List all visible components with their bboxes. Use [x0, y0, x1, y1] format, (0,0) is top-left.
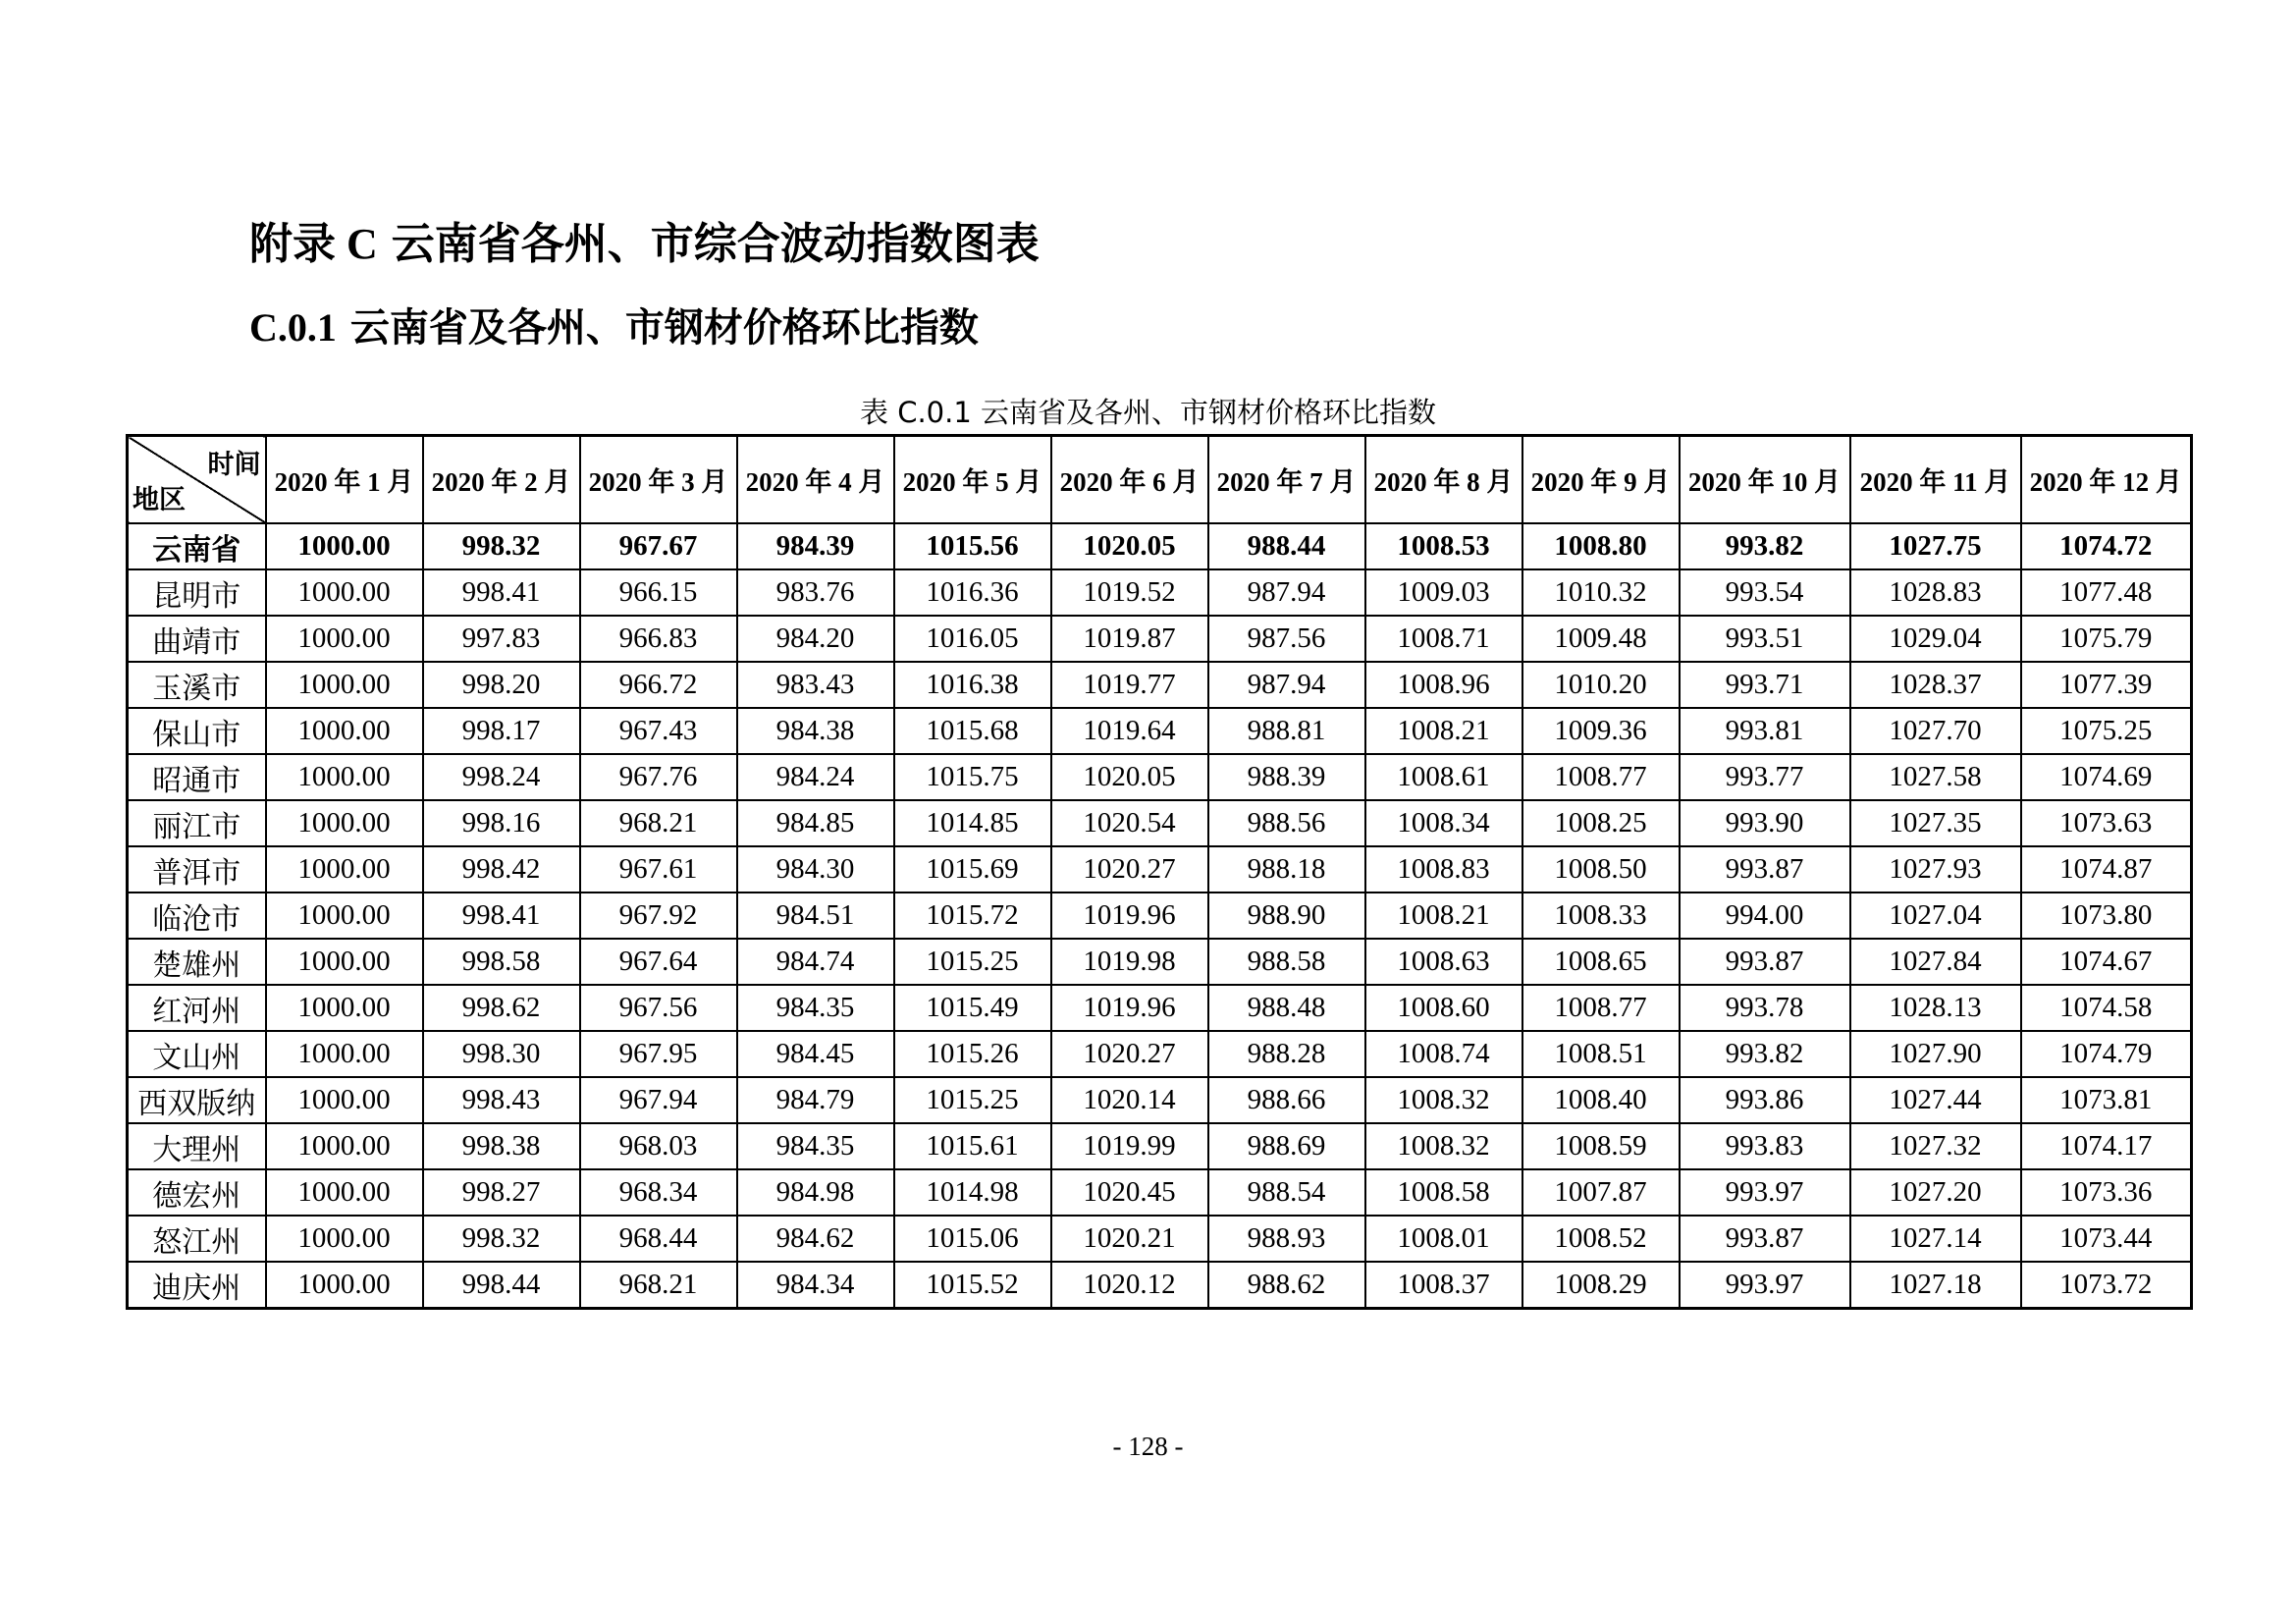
- value-cell: 1074.58: [2021, 985, 2192, 1031]
- value-cell: 1008.80: [1522, 523, 1680, 569]
- value-cell: 1028.13: [1850, 985, 2021, 1031]
- column-header: 2020 年 5 月: [894, 436, 1051, 524]
- value-cell: 1027.20: [1850, 1169, 2021, 1216]
- value-cell: 1015.69: [894, 846, 1051, 893]
- appendix-heading: [249, 208, 1040, 271]
- table-row: [128, 754, 2192, 800]
- value-cell: 993.83: [1680, 1123, 1850, 1169]
- price-index-table: [126, 434, 2193, 1310]
- value-cell: 1016.38: [894, 662, 1051, 708]
- table-row: [128, 1216, 2192, 1262]
- value-cell: 1008.40: [1522, 1077, 1680, 1123]
- region-cell: 德宏州: [128, 1169, 266, 1216]
- region-cell: 普洱市: [128, 846, 266, 893]
- value-cell: 968.44: [580, 1216, 737, 1262]
- value-cell: 1019.52: [1051, 569, 1208, 616]
- value-cell: 984.34: [737, 1262, 894, 1309]
- value-cell: 1075.79: [2021, 616, 2192, 662]
- value-cell: 1019.98: [1051, 939, 1208, 985]
- value-cell: 984.38: [737, 708, 894, 754]
- value-cell: 1027.32: [1850, 1123, 2021, 1169]
- value-cell: 993.87: [1680, 939, 1850, 985]
- value-cell: 1015.52: [894, 1262, 1051, 1309]
- value-cell: 1007.87: [1522, 1169, 1680, 1216]
- value-cell: 1019.77: [1051, 662, 1208, 708]
- region-cell: 玉溪市: [128, 662, 266, 708]
- table-caption: 表 C.0.1 云南省及各州、市钢材价格环比指数: [859, 396, 1437, 429]
- value-cell: 1027.44: [1850, 1077, 2021, 1123]
- value-cell: 967.92: [580, 893, 737, 939]
- value-cell: 1008.60: [1365, 985, 1522, 1031]
- value-cell: 993.86: [1680, 1077, 1850, 1123]
- value-cell: 993.97: [1680, 1262, 1850, 1309]
- column-header: 2020 年 6 月: [1051, 436, 1208, 524]
- value-cell: 1074.87: [2021, 846, 2192, 893]
- value-cell: 967.76: [580, 754, 737, 800]
- section-title: 云南省及各州、市钢材价格环比指数: [349, 305, 979, 351]
- value-cell: 1000.00: [266, 1216, 423, 1262]
- value-cell: 1016.05: [894, 616, 1051, 662]
- value-cell: 988.28: [1208, 1031, 1365, 1077]
- section-heading: [249, 297, 979, 352]
- column-header: 2020 年 8 月: [1365, 436, 1522, 524]
- value-cell: 1027.90: [1850, 1031, 2021, 1077]
- value-cell: 998.32: [423, 523, 580, 569]
- value-cell: 1027.35: [1850, 800, 2021, 846]
- value-cell: 993.87: [1680, 846, 1850, 893]
- value-cell: 1000.00: [266, 708, 423, 754]
- region-cell: 丽江市: [128, 800, 266, 846]
- value-cell: 993.77: [1680, 754, 1850, 800]
- value-cell: 998.24: [423, 754, 580, 800]
- value-cell: 984.74: [737, 939, 894, 985]
- value-cell: 1000.00: [266, 523, 423, 569]
- value-cell: 984.24: [737, 754, 894, 800]
- value-cell: 968.34: [580, 1169, 737, 1216]
- value-cell: 1020.14: [1051, 1077, 1208, 1123]
- value-cell: 998.42: [423, 846, 580, 893]
- value-cell: 1073.63: [2021, 800, 2192, 846]
- value-cell: 1015.72: [894, 893, 1051, 939]
- value-cell: 1008.25: [1522, 800, 1680, 846]
- value-cell: 988.18: [1208, 846, 1365, 893]
- value-cell: 1000.00: [266, 1262, 423, 1309]
- value-cell: 984.51: [737, 893, 894, 939]
- value-cell: 967.64: [580, 939, 737, 985]
- value-cell: 1015.25: [894, 939, 1051, 985]
- value-cell: 1027.84: [1850, 939, 2021, 985]
- value-cell: 1027.14: [1850, 1216, 2021, 1262]
- value-cell: 984.45: [737, 1031, 894, 1077]
- region-cell: 楚雄州: [128, 939, 266, 985]
- value-cell: 1008.59: [1522, 1123, 1680, 1169]
- value-cell: 1019.87: [1051, 616, 1208, 662]
- value-cell: 1008.61: [1365, 754, 1522, 800]
- value-cell: 1074.17: [2021, 1123, 2192, 1169]
- region-cell: 大理州: [128, 1123, 266, 1169]
- table-row: [128, 662, 2192, 708]
- value-cell: 1027.58: [1850, 754, 2021, 800]
- value-cell: 993.81: [1680, 708, 1850, 754]
- value-cell: 1000.00: [266, 985, 423, 1031]
- region-cell: 怒江州: [128, 1216, 266, 1262]
- value-cell: 988.56: [1208, 800, 1365, 846]
- value-cell: 988.39: [1208, 754, 1365, 800]
- table-row: [128, 985, 2192, 1031]
- value-cell: 993.51: [1680, 616, 1850, 662]
- value-cell: 1020.12: [1051, 1262, 1208, 1309]
- value-cell: 1019.64: [1051, 708, 1208, 754]
- corner-time-label: 时间: [207, 450, 261, 480]
- value-cell: 988.54: [1208, 1169, 1365, 1216]
- value-cell: 984.30: [737, 846, 894, 893]
- appendix-title: 云南省各州、市综合波动指数图表: [391, 219, 1040, 269]
- value-cell: 1000.00: [266, 1123, 423, 1169]
- appendix-code: 附录 C: [249, 220, 378, 268]
- value-cell: 984.85: [737, 800, 894, 846]
- value-cell: 1008.21: [1365, 708, 1522, 754]
- region-cell: 文山州: [128, 1031, 266, 1077]
- value-cell: 1000.00: [266, 1031, 423, 1077]
- value-cell: 1000.00: [266, 846, 423, 893]
- value-cell: 998.16: [423, 800, 580, 846]
- value-cell: 984.39: [737, 523, 894, 569]
- column-header: 2020 年 7 月: [1208, 436, 1365, 524]
- value-cell: 988.66: [1208, 1077, 1365, 1123]
- value-cell: 1008.53: [1365, 523, 1522, 569]
- table-corner-cell: [128, 436, 266, 524]
- region-cell: 迪庆州: [128, 1262, 266, 1309]
- value-cell: 998.62: [423, 985, 580, 1031]
- value-cell: 1073.72: [2021, 1262, 2192, 1309]
- value-cell: 1029.04: [1850, 616, 2021, 662]
- value-cell: 1000.00: [266, 569, 423, 616]
- value-cell: 1015.25: [894, 1077, 1051, 1123]
- value-cell: 967.94: [580, 1077, 737, 1123]
- value-cell: 1073.81: [2021, 1077, 2192, 1123]
- value-cell: 1008.65: [1522, 939, 1680, 985]
- value-cell: 993.87: [1680, 1216, 1850, 1262]
- value-cell: 987.94: [1208, 569, 1365, 616]
- value-cell: 968.03: [580, 1123, 737, 1169]
- value-cell: 967.95: [580, 1031, 737, 1077]
- table-row: [128, 1031, 2192, 1077]
- value-cell: 1009.48: [1522, 616, 1680, 662]
- value-cell: 993.78: [1680, 985, 1850, 1031]
- value-cell: 993.97: [1680, 1169, 1850, 1216]
- corner-region-label: 地区: [133, 485, 186, 515]
- value-cell: 1020.54: [1051, 800, 1208, 846]
- value-cell: 1028.37: [1850, 662, 2021, 708]
- value-cell: 1008.01: [1365, 1216, 1522, 1262]
- page-number: - 128 -: [1112, 1432, 1184, 1461]
- value-cell: 1020.05: [1051, 523, 1208, 569]
- value-cell: 993.54: [1680, 569, 1850, 616]
- value-cell: 1000.00: [266, 662, 423, 708]
- value-cell: 993.82: [1680, 1031, 1850, 1077]
- table-header-row: [128, 436, 2192, 524]
- table-row: [128, 523, 2192, 569]
- value-cell: 998.41: [423, 569, 580, 616]
- value-cell: 1008.29: [1522, 1262, 1680, 1309]
- value-cell: 993.82: [1680, 523, 1850, 569]
- value-cell: 1008.96: [1365, 662, 1522, 708]
- value-cell: 1000.00: [266, 800, 423, 846]
- value-cell: 1077.39: [2021, 662, 2192, 708]
- region-cell: 曲靖市: [128, 616, 266, 662]
- value-cell: 1000.00: [266, 754, 423, 800]
- value-cell: 987.94: [1208, 662, 1365, 708]
- value-cell: 1073.44: [2021, 1216, 2192, 1262]
- value-cell: 1074.72: [2021, 523, 2192, 569]
- value-cell: 1014.85: [894, 800, 1051, 846]
- value-cell: 1015.75: [894, 754, 1051, 800]
- value-cell: 1015.49: [894, 985, 1051, 1031]
- value-cell: 1008.37: [1365, 1262, 1522, 1309]
- value-cell: 966.15: [580, 569, 737, 616]
- value-cell: 1008.71: [1365, 616, 1522, 662]
- value-cell: 1020.27: [1051, 1031, 1208, 1077]
- region-cell: 临沧市: [128, 893, 266, 939]
- value-cell: 1020.05: [1051, 754, 1208, 800]
- value-cell: 1008.77: [1522, 754, 1680, 800]
- value-cell: 967.61: [580, 846, 737, 893]
- value-cell: 988.48: [1208, 985, 1365, 1031]
- value-cell: 984.62: [737, 1216, 894, 1262]
- region-cell: 保山市: [128, 708, 266, 754]
- value-cell: 993.71: [1680, 662, 1850, 708]
- value-cell: 968.21: [580, 1262, 737, 1309]
- value-cell: 966.83: [580, 616, 737, 662]
- value-cell: 998.27: [423, 1169, 580, 1216]
- value-cell: 1019.96: [1051, 893, 1208, 939]
- column-header: 2020 年 1 月: [266, 436, 423, 524]
- value-cell: 1010.32: [1522, 569, 1680, 616]
- table-row: [128, 569, 2192, 616]
- value-cell: 1015.56: [894, 523, 1051, 569]
- table-row: [128, 1123, 2192, 1169]
- table-row: [128, 708, 2192, 754]
- value-cell: 1027.04: [1850, 893, 2021, 939]
- table-row: [128, 616, 2192, 662]
- value-cell: 967.43: [580, 708, 737, 754]
- region-cell: 昭通市: [128, 754, 266, 800]
- value-cell: 984.98: [737, 1169, 894, 1216]
- column-header: 2020 年 12 月: [2021, 436, 2192, 524]
- value-cell: 967.67: [580, 523, 737, 569]
- value-cell: 998.32: [423, 1216, 580, 1262]
- value-cell: 1008.51: [1522, 1031, 1680, 1077]
- value-cell: 998.38: [423, 1123, 580, 1169]
- value-cell: 998.41: [423, 893, 580, 939]
- value-cell: 1000.00: [266, 616, 423, 662]
- value-cell: 1073.80: [2021, 893, 2192, 939]
- value-cell: 1015.06: [894, 1216, 1051, 1262]
- value-cell: 983.43: [737, 662, 894, 708]
- value-cell: 998.44: [423, 1262, 580, 1309]
- value-cell: 987.56: [1208, 616, 1365, 662]
- value-cell: 1073.36: [2021, 1169, 2192, 1216]
- table-row: [128, 846, 2192, 893]
- value-cell: 988.44: [1208, 523, 1365, 569]
- region-cell: 西双版纳: [128, 1077, 266, 1123]
- value-cell: 966.72: [580, 662, 737, 708]
- table-row: [128, 939, 2192, 985]
- table-row: [128, 893, 2192, 939]
- value-cell: 1008.21: [1365, 893, 1522, 939]
- value-cell: 1000.00: [266, 1169, 423, 1216]
- value-cell: 998.17: [423, 708, 580, 754]
- value-cell: 1009.36: [1522, 708, 1680, 754]
- value-cell: 988.81: [1208, 708, 1365, 754]
- value-cell: 1074.79: [2021, 1031, 2192, 1077]
- table-row: [128, 800, 2192, 846]
- value-cell: 1074.67: [2021, 939, 2192, 985]
- value-cell: 998.58: [423, 939, 580, 985]
- value-cell: 1000.00: [266, 1077, 423, 1123]
- value-cell: 1014.98: [894, 1169, 1051, 1216]
- value-cell: 1008.32: [1365, 1077, 1522, 1123]
- value-cell: 988.93: [1208, 1216, 1365, 1262]
- value-cell: 984.20: [737, 616, 894, 662]
- value-cell: 1010.20: [1522, 662, 1680, 708]
- value-cell: 1008.50: [1522, 846, 1680, 893]
- column-header: 2020 年 4 月: [737, 436, 894, 524]
- value-cell: 984.35: [737, 985, 894, 1031]
- value-cell: 1075.25: [2021, 708, 2192, 754]
- value-cell: 1027.70: [1850, 708, 2021, 754]
- value-cell: 1020.21: [1051, 1216, 1208, 1262]
- value-cell: 1015.68: [894, 708, 1051, 754]
- value-cell: 1008.32: [1365, 1123, 1522, 1169]
- column-header: 2020 年 9 月: [1522, 436, 1680, 524]
- value-cell: 1020.45: [1051, 1169, 1208, 1216]
- value-cell: 998.43: [423, 1077, 580, 1123]
- value-cell: 988.58: [1208, 939, 1365, 985]
- value-cell: 1019.96: [1051, 985, 1208, 1031]
- table-row: [128, 1077, 2192, 1123]
- value-cell: 1008.63: [1365, 939, 1522, 985]
- value-cell: 984.35: [737, 1123, 894, 1169]
- section-code: C.0.1: [249, 305, 337, 350]
- value-cell: 1008.52: [1522, 1216, 1680, 1262]
- column-header: 2020 年 3 月: [580, 436, 737, 524]
- value-cell: 988.69: [1208, 1123, 1365, 1169]
- value-cell: 1015.26: [894, 1031, 1051, 1077]
- region-cell: 云南省: [128, 523, 266, 569]
- value-cell: 1027.75: [1850, 523, 2021, 569]
- value-cell: 988.90: [1208, 893, 1365, 939]
- value-cell: 998.20: [423, 662, 580, 708]
- value-cell: 997.83: [423, 616, 580, 662]
- value-cell: 998.30: [423, 1031, 580, 1077]
- value-cell: 1020.27: [1051, 846, 1208, 893]
- value-cell: 983.76: [737, 569, 894, 616]
- value-cell: 1008.58: [1365, 1169, 1522, 1216]
- value-cell: 1008.77: [1522, 985, 1680, 1031]
- value-cell: 1027.93: [1850, 846, 2021, 893]
- value-cell: 1077.48: [2021, 569, 2192, 616]
- value-cell: 1009.03: [1365, 569, 1522, 616]
- value-cell: 993.90: [1680, 800, 1850, 846]
- table-row: [128, 1169, 2192, 1216]
- value-cell: 1000.00: [266, 939, 423, 985]
- value-cell: 1015.61: [894, 1123, 1051, 1169]
- region-cell: 昆明市: [128, 569, 266, 616]
- value-cell: 1000.00: [266, 893, 423, 939]
- value-cell: 1027.18: [1850, 1262, 2021, 1309]
- value-cell: 1008.33: [1522, 893, 1680, 939]
- column-header: 2020 年 10 月: [1680, 436, 1850, 524]
- value-cell: 967.56: [580, 985, 737, 1031]
- value-cell: 1074.69: [2021, 754, 2192, 800]
- column-header: 2020 年 2 月: [423, 436, 580, 524]
- value-cell: 1008.83: [1365, 846, 1522, 893]
- column-header: 2020 年 11 月: [1850, 436, 2021, 524]
- region-cell: 红河州: [128, 985, 266, 1031]
- table-row: [128, 1262, 2192, 1309]
- value-cell: 1028.83: [1850, 569, 2021, 616]
- value-cell: 1008.34: [1365, 800, 1522, 846]
- value-cell: 984.79: [737, 1077, 894, 1123]
- value-cell: 988.62: [1208, 1262, 1365, 1309]
- value-cell: 1008.74: [1365, 1031, 1522, 1077]
- value-cell: 1019.99: [1051, 1123, 1208, 1169]
- value-cell: 994.00: [1680, 893, 1850, 939]
- value-cell: 968.21: [580, 800, 737, 846]
- value-cell: 1016.36: [894, 569, 1051, 616]
